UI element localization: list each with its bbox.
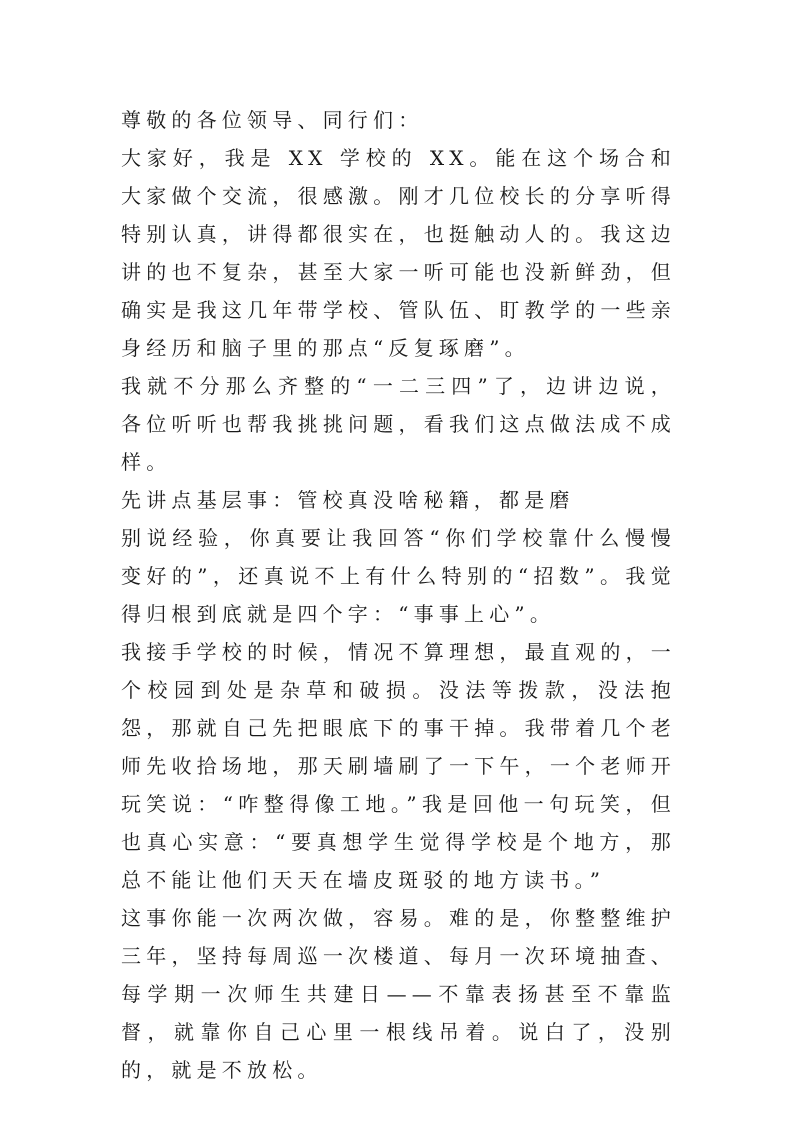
paragraph-intro: 我就不分那么齐整的“一二三四”了，边讲边说，各位听听也帮我挑挑问题，看我们这点做法成不成样。: [121, 374, 676, 474]
salutation: 尊敬的各位领导、同行们：: [121, 108, 424, 132]
section-heading: 先讲点基层事：管校真没啥秘籍，都是磨: [121, 488, 575, 512]
paragraph-persistence: 这事你能一次两次做，容易。难的是，你整整维护三年，坚持每周巡一次楼道、每月一次环境抽查、每学期一次师生共建日——不靠表扬甚至不靠监督，就靠你自己心里一根线吊着。说白了，没别的，就是不放松。: [121, 906, 676, 1082]
paragraph-takeover-story: 我接手学校的时候，情况不算理想，最直观的，一个校园到处是杂草和破损。没法等拨款，没法抱怨，那就自己先把眼底下的事干掉。我带着几个老师先收拾场地，那天刷墙刷了一下午，一个老师开玩笑说：“咋整得像工地。”我是回他一句玩笑，但也真心实意：“要真想学生觉得学校是个地方，那总不能让他们天天在墙皮斑驳的地方读书。”: [121, 640, 676, 892]
paragraph-greeting: 大家好，我是 XX 学校的 XX。能在这个场合和大家做个交流，很感激。刚才几位校长的分享听得特别认真，讲得都很实在，也挺触动人的。我这边讲的也不复杂，甚至大家一听可能也没新鲜劲，但确实是我这几年带学校、管队伍、盯教学的一些亲身经历和脑子里的那点“反复琢磨”。: [121, 146, 676, 360]
paragraph-experience: 别说经验，你真要让我回答“你们学校靠什么慢慢变好的”，还真说不上有什么特别的“招数”。我觉得归根到底就是四个字：“事事上心”。: [121, 526, 676, 626]
document-body: [121, 101, 676, 1089]
